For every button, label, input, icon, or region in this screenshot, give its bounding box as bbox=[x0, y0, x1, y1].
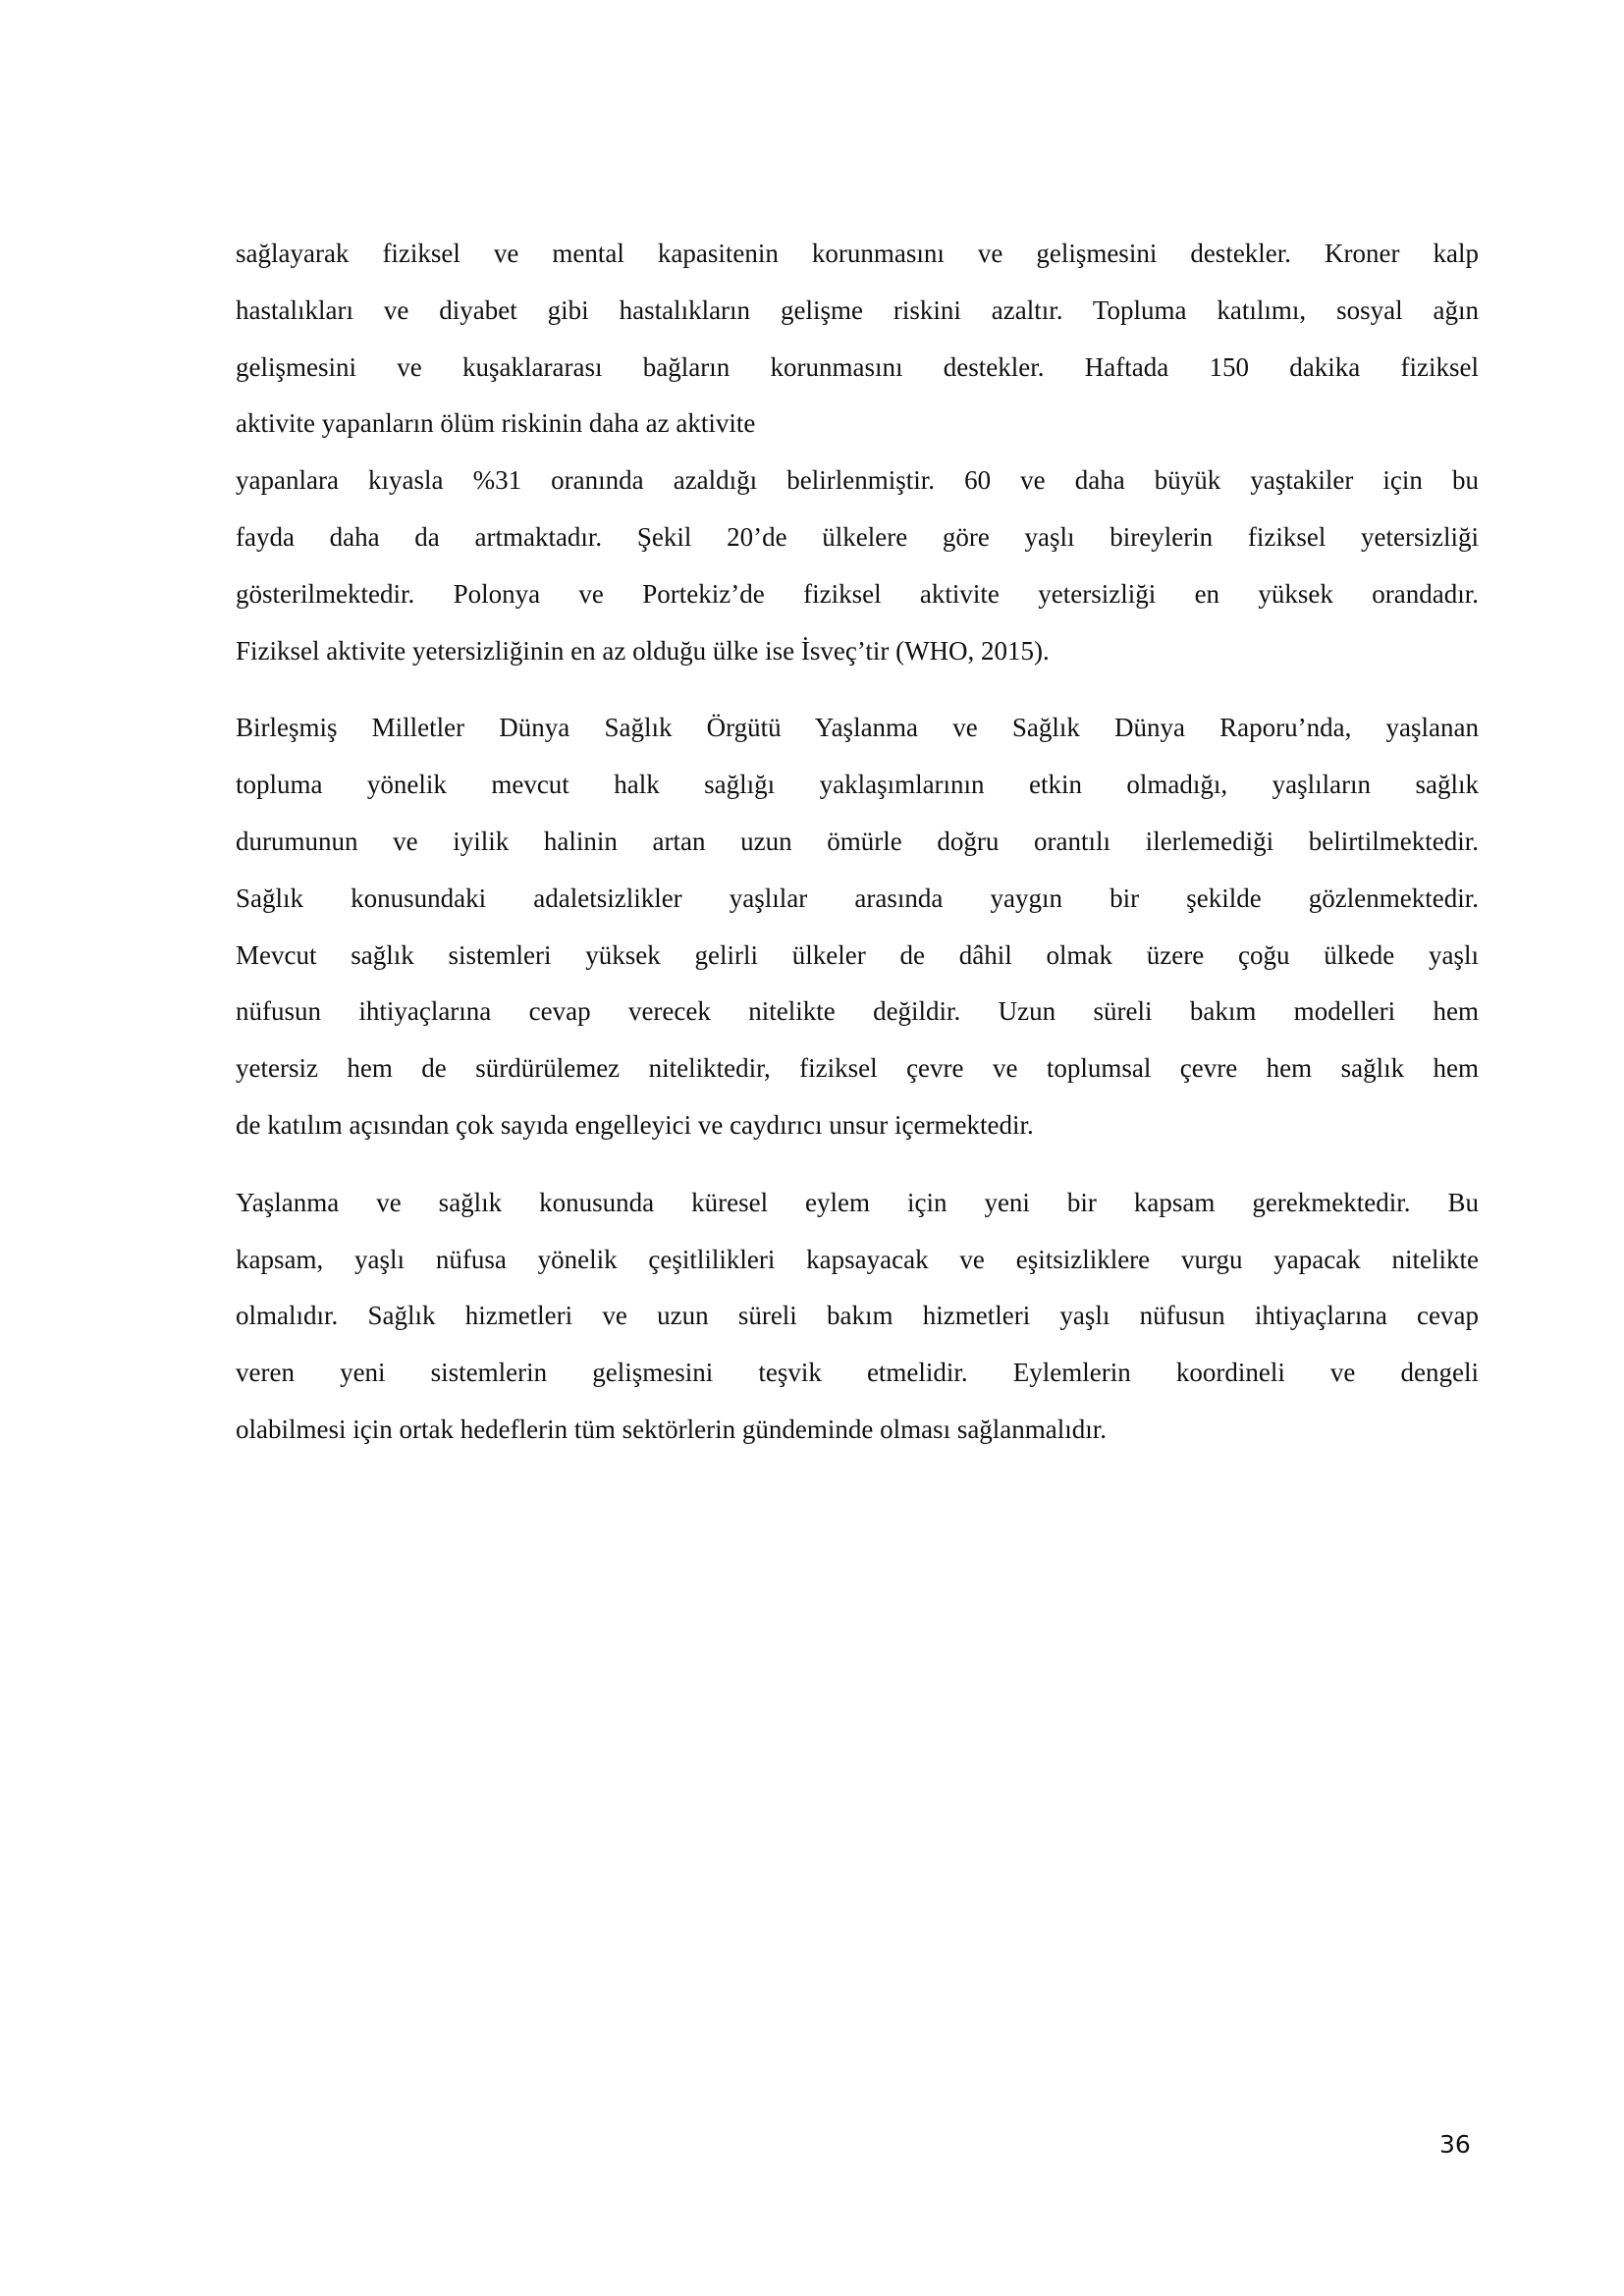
text-line: gelişmesini ve kuşaklararası bağların korunmasını destekler. Haftada 150 dakika fiziksel bbox=[236, 351, 1479, 382]
text-line: yetersiz hem de sürdürülemez niteliktedir, fiziksel çevre ve toplumsal çevre hem sağlık hem bbox=[236, 1053, 1479, 1084]
text-line: topluma yönelik mevcut halk sağlığı yaklaşımlarının etkin olmadığı, yaşlıların sağlık bbox=[236, 770, 1479, 800]
text-line: veren yeni sistemlerin gelişmesini teşvik etmelidir. Eylemlerin koordineli ve dengeli bbox=[236, 1358, 1479, 1388]
text-line: Yaşlanma ve sağlık konusunda küresel eylem için yeni bir kapsam gerekmektedir. Bu bbox=[236, 1187, 1479, 1217]
text-line: kapsam, yaşlı nüfusa yönelik çeşitlilikleri kapsayacak ve eşitsizliklere vurgu yapacak nitelikte bbox=[236, 1244, 1479, 1274]
text-line: gösterilmektedir. Polonya ve Portekiz’de fiziksel aktivite yetersizliği en yüksek orandadır. bbox=[236, 578, 1479, 609]
text-line: durumunun ve iyilik halinin artan uzun ömürle doğru orantılı ilerlemediği belirtilmektedir. bbox=[236, 826, 1479, 856]
text-line: sağlayarak fiziksel ve mental kapasitenin korunmasını ve gelişmesini destekler. Kroner kalp bbox=[236, 239, 1479, 268]
text-line: nüfusun ihtiyaçlarına cevap verecek nitelikte değildir. Uzun süreli bakım modelleri hem bbox=[236, 996, 1479, 1027]
text-line: fayda daha da artmaktadır. Şekil 20’de ülkelere göre yaşlı bireylerin fiziksel yetersizliği bbox=[236, 521, 1479, 552]
paragraph bbox=[236, 706, 1479, 1159]
text-line: aktivite yapanların ölüm riskinin daha az aktivite bbox=[236, 408, 756, 439]
text-line: yapanlara kıyasla %31 oranında azaldığı belirlenmiştir. 60 ve daha büyük yaştakiler için bu bbox=[236, 465, 1479, 496]
text-line: Mevcut sağlık sistemleri yüksek gelirli ülkeler de dâhil olmak üzere çoğu ülkede yaşlı bbox=[236, 939, 1479, 970]
page-number: 36 bbox=[1439, 2130, 1471, 2159]
text-line: de katılım açısından çok sayıda engelleyici ve caydırıcı unsur içermektedir. bbox=[236, 1109, 1034, 1140]
document-body bbox=[236, 232, 1479, 1485]
text-line: Sağlık konusundaki adaletsizlikler yaşlılar arasında yaygın bir şekilde gözlenmektedir. bbox=[236, 882, 1479, 913]
text-line: Fiziksel aktivite yetersizliğinin en az olduğu ülke ise İsveç’tir (WHO, 2015). bbox=[236, 635, 1050, 666]
text-line: Birleşmiş Milletler Dünya Sağlık Örgütü Yaşlanma ve Sağlık Dünya Raporu’nda, yaşlanan bbox=[236, 713, 1479, 743]
paragraph bbox=[236, 232, 1479, 685]
text-line: hastalıkları ve diyabet gibi hastalıkların gelişme riskini azaltır. Topluma katılımı, sosyal ağın bbox=[236, 294, 1479, 325]
paragraph bbox=[236, 1181, 1479, 1465]
text-line: olmalıdır. Sağlık hizmetleri ve uzun süreli bakım hizmetleri yaşlı nüfusun ihtiyaçlarına cevap bbox=[236, 1301, 1479, 1331]
text-line: olabilmesi için ortak hedeflerin tüm sektörlerin gündeminde olması sağlanmalıdır. bbox=[236, 1414, 1108, 1444]
